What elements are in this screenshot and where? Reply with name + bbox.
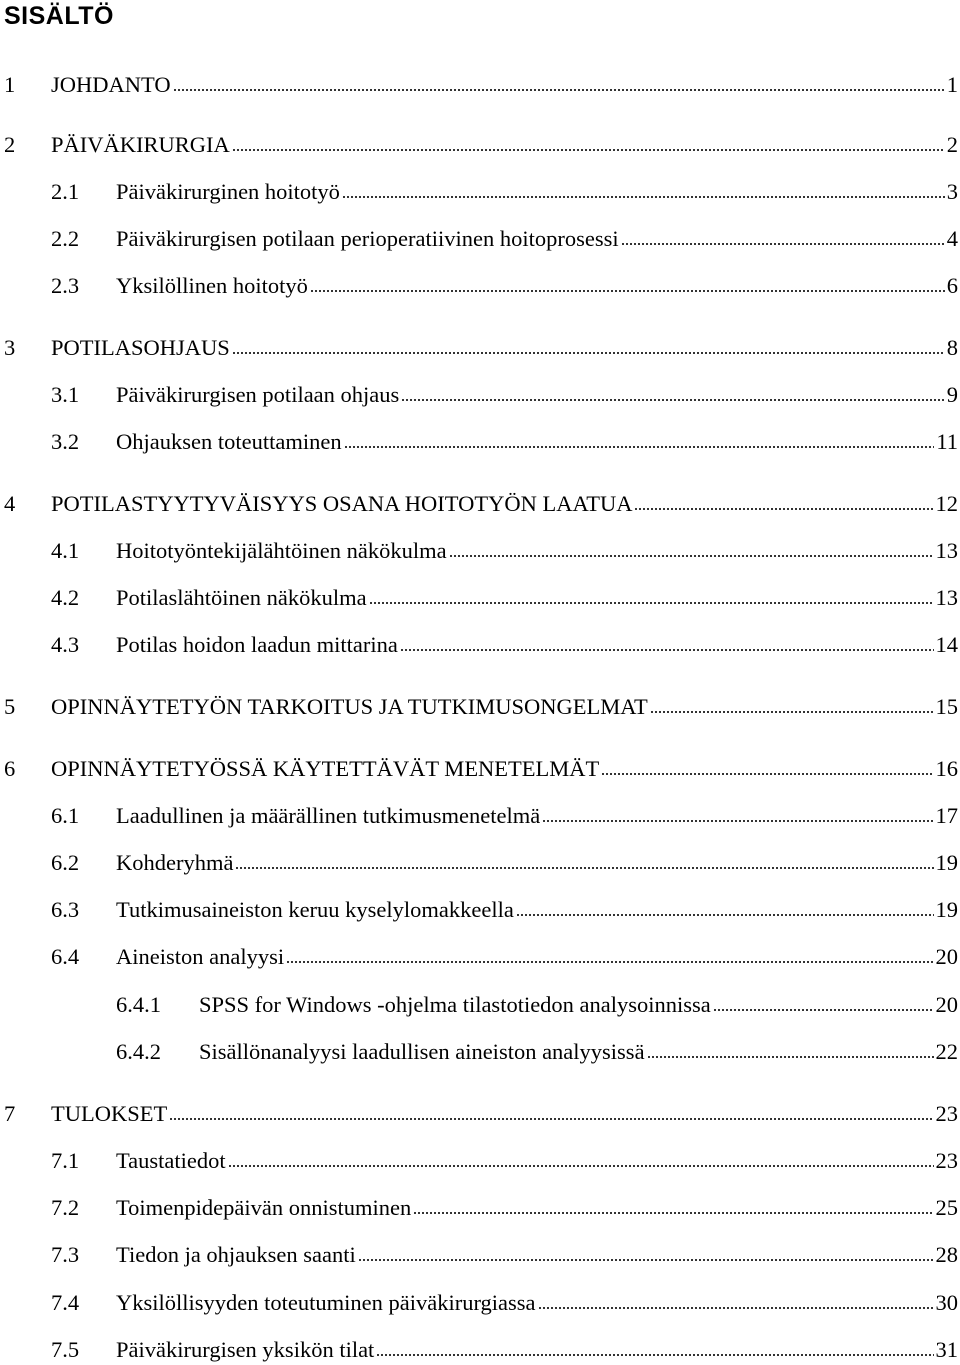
- dot-leader: [413, 1211, 933, 1215]
- toc-entry-number: 6.2: [51, 849, 80, 875]
- toc-entry[interactable]: [0, 984, 958, 1016]
- dot-leader: [538, 1306, 934, 1310]
- toc-entry[interactable]: [0, 483, 958, 515]
- toc-entry[interactable]: [0, 1187, 958, 1219]
- toc-entry[interactable]: [0, 624, 958, 656]
- dot-leader: [358, 1258, 934, 1262]
- toc-entry[interactable]: [0, 1031, 958, 1063]
- toc-entry-page: 20: [935, 991, 958, 1017]
- toc-entry-page: 2: [946, 131, 958, 157]
- toc-entry[interactable]: [0, 889, 958, 921]
- toc-entry-page: 16: [935, 755, 958, 781]
- toc-entry-title: Tutkimusaineiston keruu kyselylomakkeella: [116, 896, 514, 922]
- toc-entry-page: 12: [935, 490, 958, 516]
- toc-entry-page: 13: [935, 584, 958, 610]
- toc-entry-title: OPINNÄYTETYÖN TARKOITUS JA TUTKIMUSONGELMAT: [51, 693, 648, 719]
- dot-leader: [344, 445, 935, 449]
- toc-entry-number: 1: [4, 71, 16, 97]
- dot-leader: [621, 242, 945, 246]
- toc-entry-page: 3: [946, 178, 958, 204]
- toc-entry-page: 23: [935, 1147, 958, 1173]
- toc-entry-page: 20: [935, 943, 958, 969]
- dot-leader: [542, 819, 933, 823]
- toc-entry-title: SPSS for Windows -ohjelma tilastotiedon analysoinnissa: [199, 991, 711, 1017]
- toc-entry-page: 28: [935, 1241, 958, 1267]
- dot-leader: [232, 148, 945, 152]
- toc-entry-title: Aineiston analyysi: [116, 943, 285, 969]
- toc-entry-number: 3: [4, 334, 16, 360]
- toc-entry-page: 25: [935, 1194, 958, 1220]
- toc-entry-title: Kohderyhmä: [116, 849, 234, 875]
- toc-entry[interactable]: [0, 1093, 958, 1125]
- toc-entry-number: 7.2: [51, 1194, 80, 1220]
- toc-entry[interactable]: [0, 1140, 958, 1172]
- toc-entry-number: 7.3: [51, 1241, 80, 1267]
- dot-leader: [449, 554, 934, 558]
- toc-entry-title: OPINNÄYTETYÖSSÄ KÄYTETTÄVÄT MENETELMÄT: [51, 755, 600, 781]
- toc-entry[interactable]: [0, 374, 958, 406]
- toc-entry-title: Potilas hoidon laadun mittarina: [116, 631, 398, 657]
- toc-entry-title: Ohjauksen toteuttaminen: [116, 428, 342, 454]
- toc-entry-number: 4: [4, 490, 16, 516]
- toc-entry-title: Tiedon ja ohjauksen saanti: [116, 1241, 356, 1267]
- toc-entry-title: Toimenpidepäivän onnistuminen: [116, 1194, 412, 1220]
- toc-entry-title: Sisällönanalyysi laadullisen aineiston analyysissä: [199, 1038, 645, 1064]
- toc-entry[interactable]: [0, 748, 958, 780]
- toc-entry[interactable]: [0, 1282, 958, 1314]
- toc-entry-title: Päiväkirurgisen potilaan perioperatiivinen hoitoprosessi: [116, 225, 619, 251]
- dot-leader: [369, 601, 934, 605]
- toc-entry[interactable]: [0, 218, 958, 250]
- toc-entry-number: 4.3: [51, 631, 80, 657]
- dot-leader: [342, 195, 945, 199]
- toc-entry[interactable]: [0, 327, 958, 359]
- toc-entry-title: Päiväkirurgisen potilaan ohjaus: [116, 381, 400, 407]
- dot-leader: [647, 1055, 934, 1059]
- page-title: SISÄLTÖ: [4, 2, 114, 30]
- toc-entry-number: 3.2: [51, 428, 80, 454]
- toc-entry-page: 1: [946, 71, 958, 97]
- toc-entry[interactable]: [0, 1234, 958, 1266]
- toc-entry[interactable]: [0, 577, 958, 609]
- toc-entry-number: 2.2: [51, 225, 80, 251]
- toc-entry-title: Yksilöllinen hoitotyö: [116, 272, 308, 298]
- dot-leader: [400, 648, 934, 652]
- toc-entry-page: 6: [946, 272, 958, 298]
- toc-entry-title: Päiväkirurgisen yksikön tilat: [116, 1336, 375, 1362]
- dot-leader: [376, 1353, 933, 1357]
- dot-leader: [310, 289, 945, 293]
- toc-entry-page: 4: [946, 225, 958, 251]
- toc-entry-number: 6.1: [51, 802, 80, 828]
- toc-entry-page: 23: [935, 1100, 958, 1126]
- toc-entry-page: 11: [936, 428, 958, 454]
- toc-entry-number: 2: [4, 131, 16, 157]
- toc-entry-title: Yksilöllisyyden toteutuminen päiväkirurgiassa: [116, 1289, 536, 1315]
- toc-entry[interactable]: [0, 686, 958, 718]
- toc-entry-title: Taustatiedot: [116, 1147, 226, 1173]
- dot-leader: [634, 507, 933, 511]
- toc-entry-number: 7.5: [51, 1336, 80, 1362]
- dot-leader: [235, 866, 933, 870]
- toc-entry-page: 14: [935, 631, 958, 657]
- toc-entry-number: 6.4.2: [116, 1038, 161, 1064]
- toc-entry[interactable]: [0, 171, 958, 203]
- toc-entry-title: JOHDANTO: [51, 71, 171, 97]
- toc-entry-page: 13: [935, 537, 958, 563]
- dot-leader: [601, 772, 933, 776]
- toc-entry-page: 9: [946, 381, 958, 407]
- toc-entry-title: Päiväkirurginen hoitotyö: [116, 178, 340, 204]
- dot-leader: [401, 398, 944, 402]
- toc-entry-page: 19: [935, 896, 958, 922]
- toc-entry[interactable]: [0, 421, 958, 453]
- toc-entry[interactable]: [0, 795, 958, 827]
- dot-leader: [228, 1164, 934, 1168]
- dot-leader: [232, 351, 945, 355]
- toc-entry-page: 22: [935, 1038, 958, 1064]
- toc-entry[interactable]: [0, 64, 958, 96]
- dot-leader: [286, 960, 933, 964]
- toc-entry-number: 2.3: [51, 272, 80, 298]
- toc-entry-title: PÄIVÄKIRURGIA: [51, 131, 230, 157]
- toc-entry-page: 17: [935, 802, 958, 828]
- toc-entry-number: 6.4: [51, 943, 80, 969]
- toc-entry-title: Potilaslähtöinen näkökulma: [116, 584, 367, 610]
- toc-entry-title: Hoitotyöntekijälähtöinen näkökulma: [116, 537, 447, 563]
- toc-entry-number: 4.1: [51, 537, 80, 563]
- toc-entry[interactable]: [0, 1329, 958, 1361]
- toc-entry[interactable]: [0, 530, 958, 562]
- dot-leader: [169, 1117, 933, 1121]
- toc-entry-number: 7.4: [51, 1289, 80, 1315]
- toc-entry-title: TULOKSET: [51, 1100, 168, 1126]
- toc-entry-title: POTILASTYYTYVÄISYYS OSANA HOITOTYÖN LAATUA: [51, 490, 633, 516]
- toc-entry-number: 2.1: [51, 178, 80, 204]
- toc-entry-page: 19: [935, 849, 958, 875]
- toc-entry[interactable]: [0, 842, 958, 874]
- toc-entry-number: 4.2: [51, 584, 80, 610]
- toc-entry-number: 3.1: [51, 381, 80, 407]
- toc-entry[interactable]: [0, 936, 958, 968]
- toc-entry-number: 6: [4, 755, 16, 781]
- dot-leader: [173, 88, 945, 92]
- toc-entry-title: Laadullinen ja määrällinen tutkimusmenetelmä: [116, 802, 541, 828]
- toc-entry-page: 8: [946, 334, 958, 360]
- toc-entry[interactable]: [0, 265, 958, 297]
- toc-entry-number: 6.3: [51, 896, 80, 922]
- toc-entry-number: 5: [4, 693, 16, 719]
- toc-entry-page: 30: [935, 1289, 958, 1315]
- dot-leader: [650, 710, 934, 714]
- toc-entry[interactable]: [0, 124, 958, 156]
- dot-leader: [516, 913, 934, 917]
- toc-entry-number: 7.1: [51, 1147, 80, 1173]
- toc-entry-title: POTILASOHJAUS: [51, 334, 230, 360]
- toc-entry-page: 15: [935, 693, 958, 719]
- toc-entry-page: 31: [935, 1336, 958, 1362]
- toc-entry-number: 7: [4, 1100, 16, 1126]
- toc-entry-number: 6.4.1: [116, 991, 161, 1017]
- dot-leader: [713, 1008, 934, 1012]
